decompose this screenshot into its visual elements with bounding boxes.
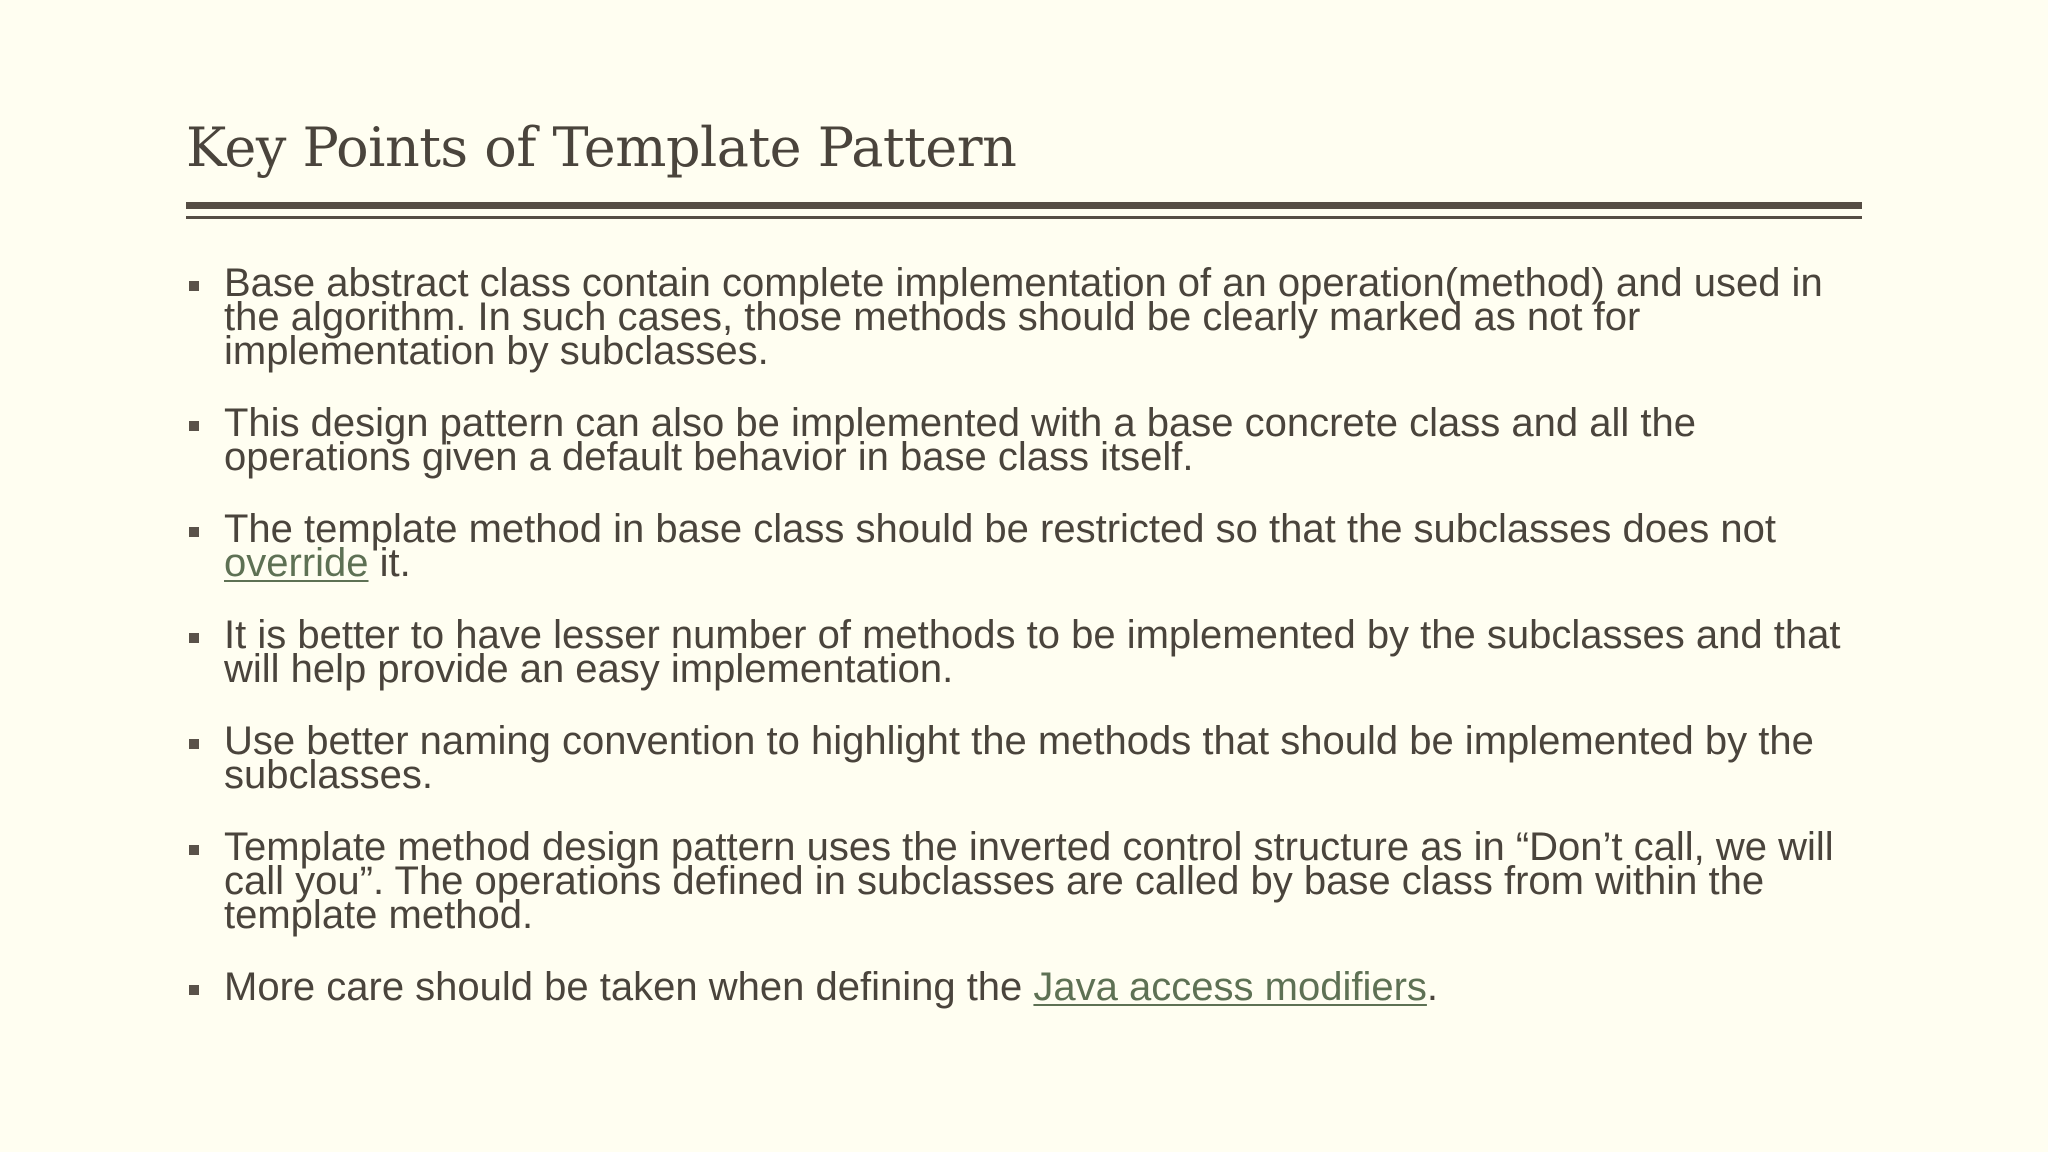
bullet-text: Use better naming convention to highlight the methods that should be implemented by the subclasses. <box>224 719 1814 797</box>
bullet-marker-icon <box>189 985 199 995</box>
slide-title: Key Points of Template Pattern <box>186 116 1017 179</box>
bullet-item <box>186 965 1876 1009</box>
bullet-text: Template method design pattern uses the inverted control structure as in “Don’t call, we will call you”. The operations defined in subclasses are called by base class from within the template method. <box>224 825 1834 937</box>
java-access-modifiers-link[interactable]: Java access modifiers <box>1033 965 1427 1009</box>
bullet-marker-icon <box>189 421 199 431</box>
override-link[interactable]: override <box>224 541 369 585</box>
title-divider-thick <box>186 202 1862 209</box>
bullet-marker-icon <box>189 739 199 749</box>
bullet-text: This design pattern can also be implemented with a base concrete class and all the operations given a default behavior in base class itself. <box>224 401 1696 479</box>
bullet-marker-icon <box>189 527 199 537</box>
bullet-item <box>186 825 1876 937</box>
bullet-item <box>186 261 1876 373</box>
bullet-text: The template method in base class should be restricted so that the subclasses does not <box>224 507 1776 551</box>
bullet-text: More care should be taken when defining the <box>224 965 1034 1009</box>
bullet-item <box>186 613 1876 691</box>
bullet-item <box>186 719 1876 797</box>
bullet-text: It is better to have lesser number of methods to be implemented by the subclasses and that will help provide an easy implementation. <box>224 613 1841 691</box>
bullet-text: Base abstract class contain complete implementation of an operation(method) and used in the algorithm. In such cases, those methods should be clearly marked as not for implementation by subclasses. <box>224 261 1823 373</box>
title-divider-thin <box>186 216 1862 219</box>
bullet-text-tail: . <box>1426 965 1439 1009</box>
bullet-list <box>186 261 1876 1042</box>
bullet-text-tail: it. <box>368 541 411 585</box>
bullet-item <box>186 507 1876 585</box>
bullet-marker-icon <box>189 633 199 643</box>
bullet-marker-icon <box>189 281 199 291</box>
bullet-item <box>186 401 1876 479</box>
bullet-marker-icon <box>189 845 199 855</box>
